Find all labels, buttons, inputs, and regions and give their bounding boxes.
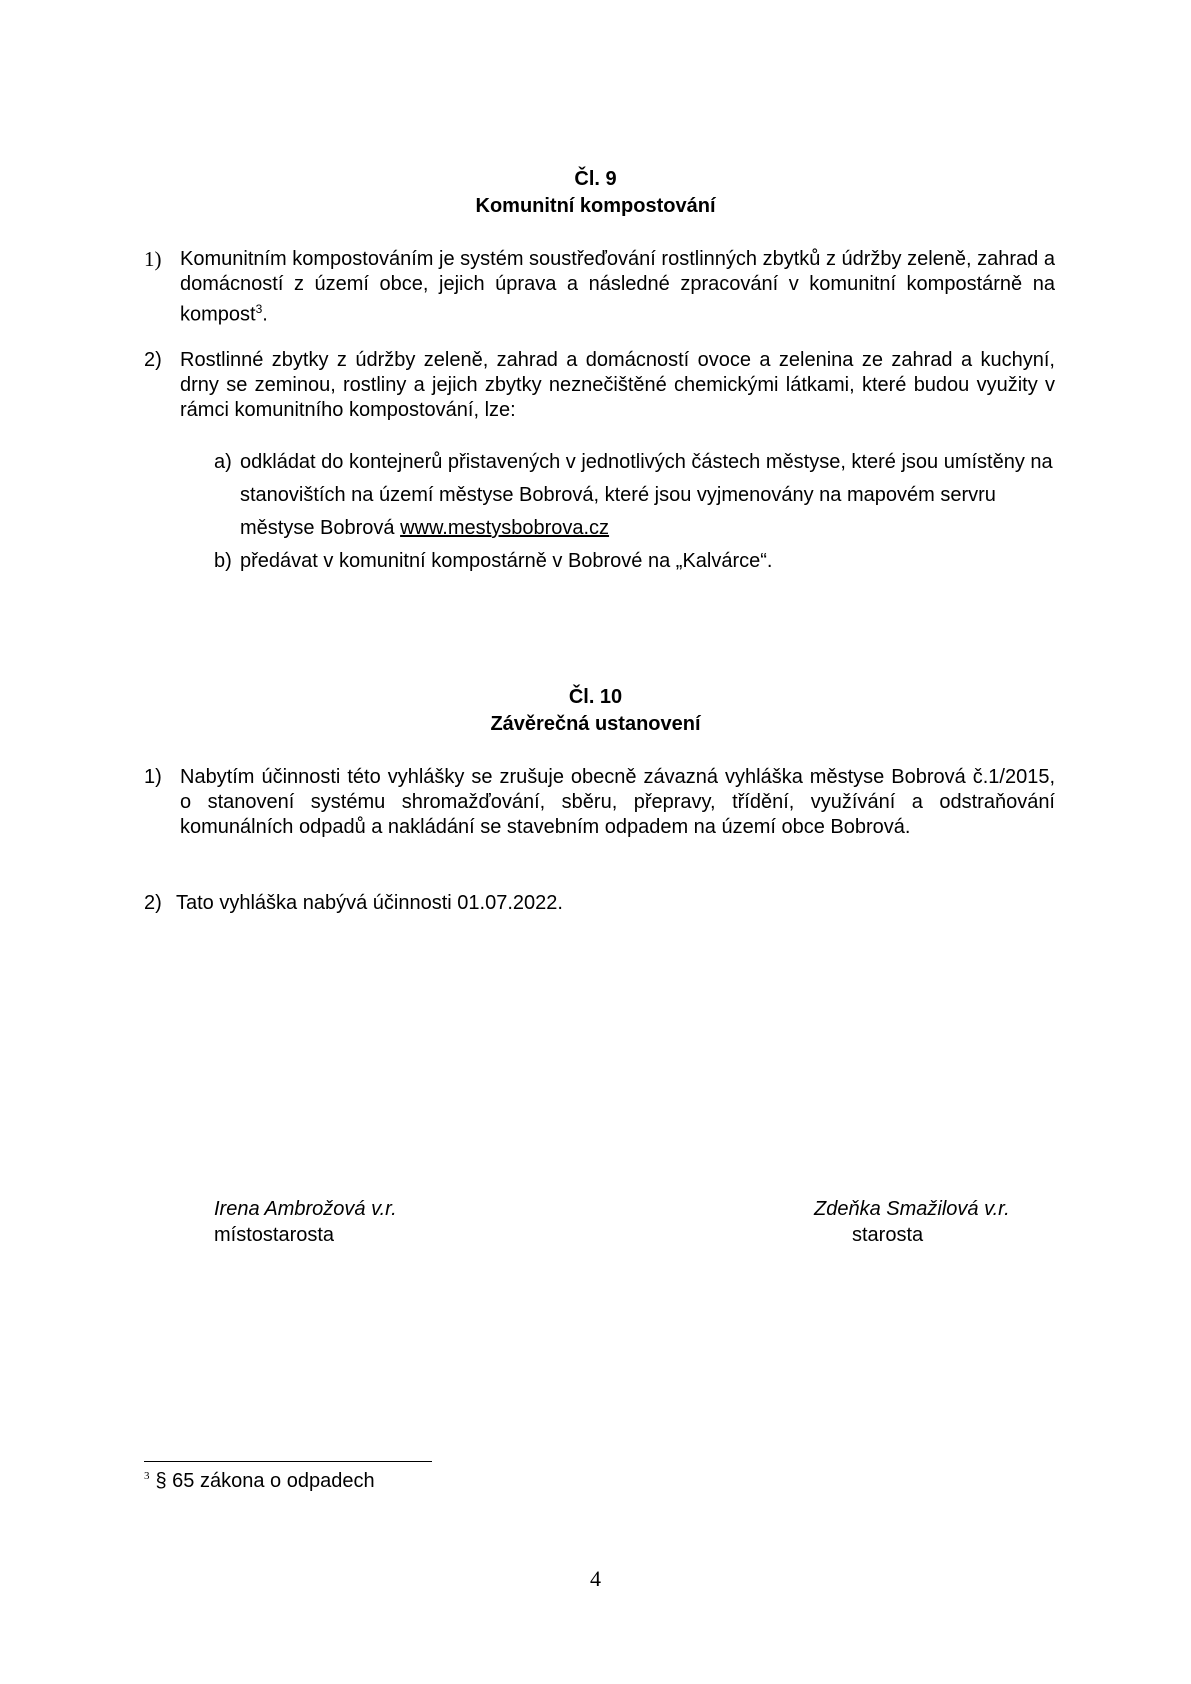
signature-right: [814, 1196, 1010, 1248]
website-link[interactable]: www.mestysbobrova.cz: [400, 517, 610, 539]
article-10-item-2: [144, 891, 1055, 916]
item-text: Rostlinné zbytky z údržby zeleně, zahrad a domácností ovoce a zelenina ze zahrad a kuchyní, drny se zeminou, rostliny a jejich zbytky neznečištěné chemickými látkami, které budou využity v rámci komunitního kompostování, lze:: [180, 349, 1055, 421]
article-9-item-2: [144, 348, 1055, 423]
page-number: 4: [590, 1566, 601, 1591]
subitem-label: a): [214, 451, 232, 473]
article-9-title: Komunitní kompostování: [475, 195, 716, 217]
subitem-text: odkládat do kontejnerů přistavených v jednotlivých částech městyse, které jsou umístěny na stanovištích na území městyse Bobrová, které jsou vyjmenovány na mapovém servru městyse Bobrová: [240, 451, 1053, 539]
item-number: 2): [144, 349, 162, 371]
article-9-number: Čl. 9: [574, 168, 617, 190]
subitem-label: b): [214, 550, 232, 572]
footnote-mark: 3: [144, 1470, 150, 1482]
footnote-separator: [144, 1461, 432, 1462]
signatory-role: starosta: [852, 1224, 924, 1246]
footnote-ref[interactable]: 3: [255, 302, 263, 316]
item-number: 1): [144, 766, 162, 788]
subitem-b: [214, 545, 1064, 578]
article-9-item-1: [144, 247, 1055, 328]
signature-left: [214, 1196, 397, 1248]
article-10-title: Závěrečná ustanovení: [490, 713, 701, 735]
article-9-subitems: [214, 446, 1064, 578]
item-text: Nabytím účinnosti této vyhlášky se zrušuje obecně závazná vyhláška městyse Bobrová č.1/2015, o stanovení systému shromažďování, sběru, přepravy, třídění, využívání a odstraňování komunálních odpadů a nakládání se stavebním odpadem na území obce Bobrová.: [180, 766, 1055, 838]
footnote-text: § 65 zákona o odpadech: [155, 1470, 375, 1492]
item-text-end: .: [262, 303, 268, 326]
subitem-a: [214, 446, 1064, 545]
item-number: 2): [144, 892, 162, 914]
item-text: Komunitním kompostováním je systém soustřeďování rostlinných zbytků z údržby zeleně, zahrad a domácností z území obce, jejich úprava a následné zpracování v komunitní kompostárně na kompost: [180, 248, 1055, 326]
article-10-number: Čl. 10: [568, 686, 623, 708]
subitem-text: předávat v komunitní kompostárně v Bobrové na „Kalvárce“.: [240, 550, 773, 572]
item-text: Tato vyhláška nabývá účinnosti 01.07.2022.: [176, 892, 563, 914]
article-10-item-1: [144, 765, 1055, 840]
footnote: [144, 1470, 375, 1493]
signatory-name: Irena Ambrožová v.r.: [214, 1198, 397, 1220]
item-number: 1): [144, 247, 162, 271]
signatory-role: místostarosta: [214, 1224, 335, 1246]
signatory-name: Zdeňka Smažilová v.r.: [814, 1198, 1010, 1220]
